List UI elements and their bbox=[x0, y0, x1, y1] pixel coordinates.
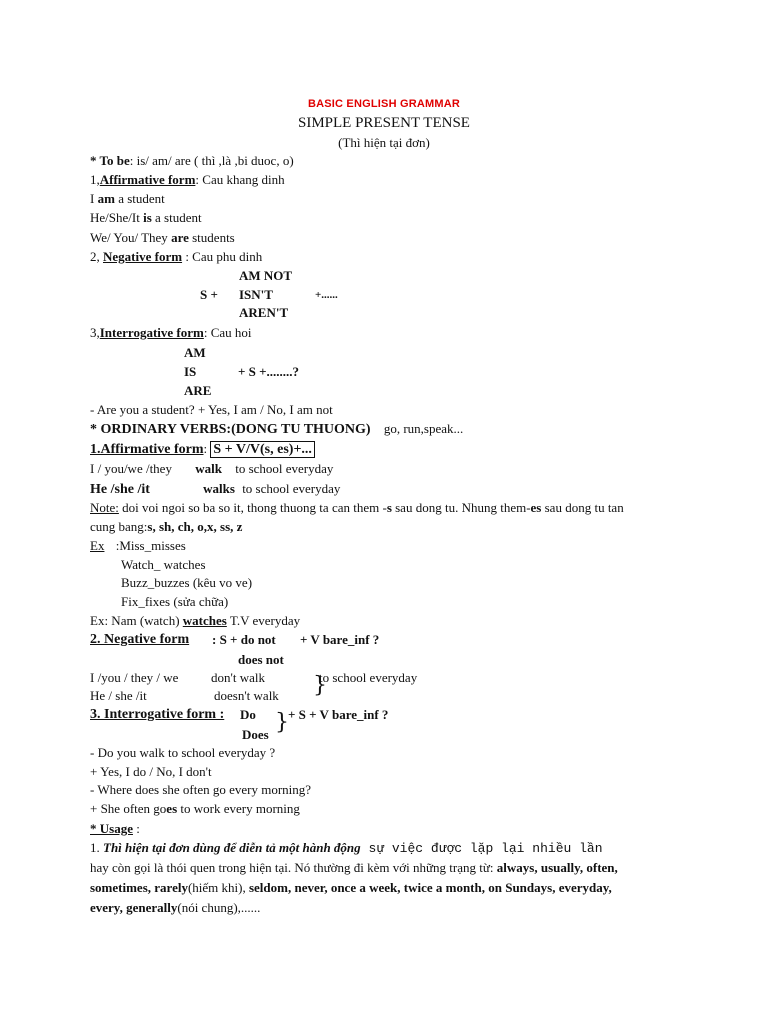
text: doi voi ngoi so ba so it, thong thuong ta can them - bbox=[118, 500, 387, 515]
int-do: Do bbox=[240, 707, 256, 722]
usage-p1 bbox=[90, 840, 603, 857]
text: He/She/It bbox=[90, 210, 144, 225]
text: es bbox=[530, 500, 542, 515]
usage-heading: * Usage bbox=[90, 821, 133, 836]
aff-formula-box: S + V/V(s, es)+... bbox=[210, 441, 315, 458]
page-subtitle: (Thì hiện tại đơn) bbox=[338, 135, 430, 150]
text: I bbox=[90, 191, 98, 206]
tobe-aff-desc: : Cau khang dinh bbox=[195, 172, 285, 187]
text: (hiếm khi), bbox=[187, 880, 249, 895]
text: es bbox=[166, 801, 178, 816]
ordinary-int-label bbox=[90, 707, 224, 723]
text: cung bang: bbox=[90, 519, 148, 534]
int-are: ARE bbox=[184, 383, 212, 398]
usage-p4 bbox=[90, 900, 260, 916]
neg-am-not: AM NOT bbox=[239, 268, 293, 283]
brace-icon: } bbox=[275, 710, 289, 735]
ex-line-4: Fix_fixes (sửa chữa) bbox=[121, 594, 229, 609]
question-1: - Do you walk to school everyday ? bbox=[90, 745, 276, 760]
text: sau dong tu. Nhung them- bbox=[391, 500, 531, 515]
tobe-example-2 bbox=[90, 210, 202, 226]
text: sự việc được lặp lại nhiều lần bbox=[360, 841, 603, 856]
usage-p2 bbox=[90, 860, 618, 876]
text: + She often go bbox=[90, 801, 167, 816]
colon: : bbox=[132, 821, 140, 836]
tobe-int-num: 3, bbox=[90, 325, 100, 340]
ordinary-neg-label bbox=[90, 632, 189, 648]
doc-title: BASIC ENGLISH GRAMMAR bbox=[307, 98, 461, 110]
tobe-aff-label: Affirmative form bbox=[99, 172, 196, 187]
subject: He /she /it bbox=[90, 482, 150, 497]
answer-2 bbox=[90, 801, 300, 817]
tobe-neg-num: 2, bbox=[90, 249, 100, 264]
text: sau dong tu tan bbox=[541, 500, 624, 515]
text: Ex: Nam (watch) bbox=[90, 613, 183, 628]
text: hay còn gọi là thói quen trong hiện tại. Nó thường đi kèm với những trạng từ: bbox=[90, 860, 497, 875]
ordinary-aff-line bbox=[90, 441, 315, 458]
ordinary-heading: * ORDINARY VERBS bbox=[90, 422, 227, 437]
brace-icon: } bbox=[313, 673, 327, 698]
int-am: AM bbox=[184, 345, 206, 360]
tobe-aff-num: 1, bbox=[90, 172, 100, 187]
text: s bbox=[386, 500, 392, 515]
verb: am bbox=[97, 191, 115, 206]
text: to work every morning bbox=[177, 801, 300, 816]
aff-ex1 bbox=[90, 461, 333, 477]
rest: to school everyday bbox=[242, 481, 341, 496]
ex-line-5 bbox=[90, 613, 300, 629]
label: 2. Negative form bbox=[90, 632, 190, 647]
tobe-example-question: - Are you a student? + Yes, I am / No, I am not bbox=[90, 402, 333, 417]
tobe-int-label: Interrogative form bbox=[99, 325, 204, 340]
tobe-int-line bbox=[90, 325, 252, 341]
verb: is bbox=[143, 210, 152, 225]
neg-subject: S + bbox=[200, 287, 218, 302]
verb: walks bbox=[203, 481, 235, 496]
text: a student bbox=[114, 191, 165, 206]
note-line-1 bbox=[90, 500, 624, 516]
ex-line-3: Buzz_buzzes (kêu vo ve) bbox=[121, 575, 253, 590]
neg-plus: +...... bbox=[315, 289, 338, 301]
endings: s, sh, ch, o,x, ss, z bbox=[147, 519, 243, 534]
neg-ex2-verb: doesn't walk bbox=[214, 688, 279, 703]
ordinary-aff-label: 1.Affirmative form bbox=[90, 442, 204, 457]
int-is: IS bbox=[184, 364, 197, 379]
tobe-int-desc: : Cau hoi bbox=[203, 325, 252, 340]
tobe-neg-line bbox=[90, 249, 262, 265]
question-2: - Where does she often go every morning? bbox=[90, 782, 312, 797]
adverbs: sometimes, rarely bbox=[90, 880, 188, 895]
ordinary-heading-ex: go, run,speak... bbox=[383, 421, 464, 436]
neg-ex1-rest: to school everyday bbox=[319, 670, 418, 685]
tobe-heading: * To be bbox=[90, 153, 130, 168]
ex-line-2: Watch_ watches bbox=[121, 557, 206, 572]
verb: are bbox=[171, 230, 189, 245]
colon: : bbox=[203, 441, 208, 456]
tobe-aff-line bbox=[90, 172, 285, 188]
label: 3. Interrogative form : bbox=[90, 707, 225, 722]
int-does: Does bbox=[242, 727, 269, 742]
neg-isnt: ISN'T bbox=[239, 287, 273, 302]
neg-ex1-subject: I /you / they / we bbox=[90, 670, 179, 685]
int-formula: + S + V bare_inf ? bbox=[288, 707, 389, 722]
usage-heading-line bbox=[90, 821, 140, 837]
ex-line-1 bbox=[90, 538, 186, 554]
num: 1. bbox=[90, 840, 100, 855]
tobe-example-3 bbox=[90, 230, 235, 246]
neg-ex1-verb: don't walk bbox=[211, 670, 265, 685]
neg-does-not: does not bbox=[238, 652, 284, 667]
usage-p3 bbox=[90, 880, 612, 896]
text: Thì hiện tại đơn dùng để diễn tả một hành động bbox=[99, 840, 361, 855]
tobe-neg-desc: : Cau phu dinh bbox=[182, 249, 263, 264]
rest: to school everyday bbox=[235, 461, 334, 476]
note-line-2 bbox=[90, 519, 242, 535]
subject: I / you/we /they bbox=[90, 461, 172, 476]
answer-1: + Yes, I do / No, I don't bbox=[90, 764, 212, 779]
verb: walk bbox=[195, 461, 222, 476]
neg-formula-2: + V bare_inf ? bbox=[300, 632, 380, 647]
page-title: SIMPLE PRESENT TENSE bbox=[298, 115, 470, 131]
text: :Miss_misses bbox=[112, 538, 186, 553]
neg-ex2-subject: He / she /it bbox=[90, 688, 147, 703]
text: (nói chung),...... bbox=[177, 900, 261, 915]
tobe-heading-line bbox=[90, 153, 294, 169]
ordinary-heading-vn: :(DONG TU THUONG) bbox=[226, 422, 371, 437]
adverbs: seldom, never, once a week, twice a month, on Sundays, everyday, bbox=[248, 880, 612, 895]
int-plus: + S +........? bbox=[238, 364, 300, 379]
tobe-neg-label: Negative form bbox=[103, 249, 183, 264]
text: a student bbox=[151, 210, 202, 225]
ex-label: Ex bbox=[90, 538, 105, 553]
text: We/ You/ They bbox=[90, 230, 172, 245]
note-label: Note: bbox=[90, 500, 119, 515]
text: T.V everyday bbox=[226, 613, 301, 628]
adverbs: every, generally bbox=[90, 900, 178, 915]
text: students bbox=[188, 230, 235, 245]
adverbs: always, usually, often, bbox=[496, 860, 618, 875]
verb: watches bbox=[182, 613, 227, 628]
tobe-example-1 bbox=[90, 191, 165, 207]
neg-formula: : S + do not bbox=[212, 632, 276, 647]
tobe-desc: : is/ am/ are ( thì ,là ,bi duoc, o) bbox=[129, 153, 294, 168]
neg-arent: AREN'T bbox=[239, 305, 289, 320]
aff-ex2 bbox=[90, 481, 340, 498]
ordinary-heading-line bbox=[90, 421, 463, 438]
